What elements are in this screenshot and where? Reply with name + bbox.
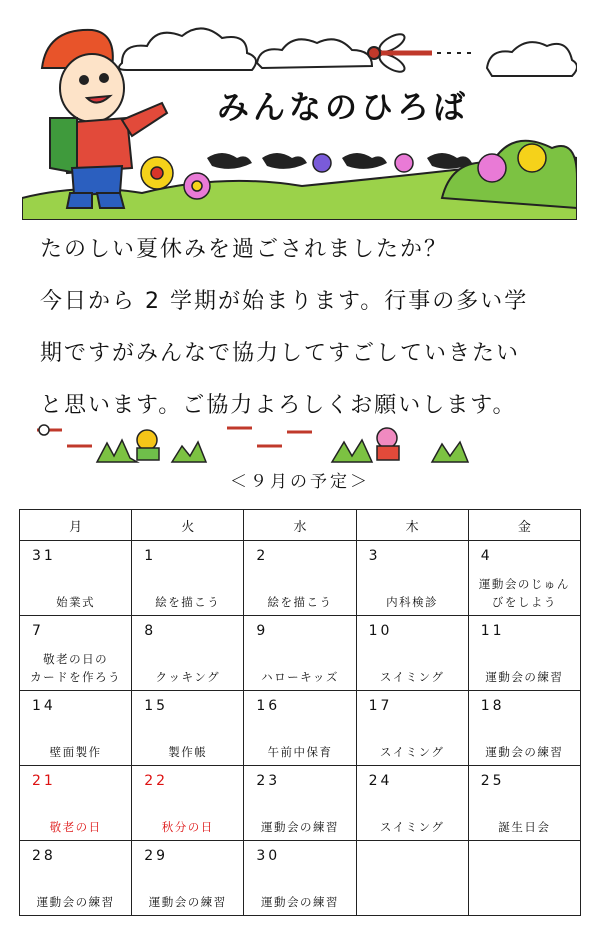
calendar-day-cell bbox=[468, 616, 580, 691]
day-number: 11 bbox=[480, 623, 505, 639]
schedule-title: ＜９月の予定＞ bbox=[230, 472, 370, 492]
day-event: 運動会の練習 bbox=[485, 745, 564, 759]
day-number: 31 bbox=[32, 548, 56, 564]
calendar-day-cell bbox=[356, 616, 468, 691]
day-event: 運動会の練習 bbox=[36, 895, 115, 909]
day-event: 製作帳 bbox=[168, 745, 208, 759]
calendar-day-cell bbox=[244, 766, 356, 841]
day-event: クッキング bbox=[155, 670, 221, 684]
cloud-icon bbox=[119, 28, 256, 70]
day-event: 始業式 bbox=[56, 595, 96, 609]
calendar-week-row bbox=[20, 691, 581, 766]
day-event: スイミング bbox=[379, 670, 445, 684]
bird-icon bbox=[207, 153, 472, 169]
bush-icon bbox=[442, 141, 577, 208]
day-number: 18 bbox=[480, 698, 505, 714]
intro-message bbox=[40, 232, 580, 440]
calendar-day-cell bbox=[356, 691, 468, 766]
calendar-day-cell bbox=[356, 841, 468, 916]
calendar-day-cell bbox=[20, 691, 132, 766]
calendar-day-cell bbox=[20, 766, 132, 841]
day-number: 9 bbox=[256, 623, 269, 639]
day-event: 秋分の日 bbox=[161, 820, 214, 834]
calendar-day-cell bbox=[20, 841, 132, 916]
calendar-day-cell bbox=[356, 541, 468, 616]
calendar-day-cell bbox=[132, 616, 244, 691]
cloud-icon bbox=[257, 39, 372, 68]
day-number: 17 bbox=[368, 698, 393, 714]
day-event: スイミング bbox=[379, 820, 445, 834]
day-event: 運動会の練習 bbox=[260, 895, 339, 909]
day-event: 絵を描こう bbox=[267, 595, 333, 609]
calendar-day-cell bbox=[468, 841, 580, 916]
calendar-day-cell bbox=[244, 841, 356, 916]
dragonfly-icon bbox=[368, 31, 472, 75]
day-event: 壁面製作 bbox=[49, 745, 102, 759]
day-number: 29 bbox=[144, 848, 169, 864]
weekday-header: 木 bbox=[356, 510, 468, 541]
day-event: 運動会のじゅん びをしよう bbox=[478, 577, 570, 609]
day-event: ハローキッズ bbox=[261, 670, 339, 684]
day-number: 7 bbox=[32, 623, 44, 639]
weekday-header: 火 bbox=[132, 510, 244, 541]
calendar-day-cell bbox=[132, 691, 244, 766]
day-number: 22 bbox=[144, 773, 169, 789]
day-number: 24 bbox=[368, 773, 393, 789]
calendar-day-cell bbox=[244, 616, 356, 691]
calendar-week-row bbox=[20, 841, 581, 916]
day-number: 2 bbox=[256, 548, 269, 564]
weekday-header: 水 bbox=[244, 510, 356, 541]
calendar-day-cell bbox=[20, 616, 132, 691]
calendar-week-row bbox=[20, 541, 581, 616]
day-number: 10 bbox=[368, 623, 393, 639]
intro-line: 期ですがみんなで協力してすごしていきたい bbox=[40, 341, 521, 366]
september-calendar bbox=[19, 509, 581, 916]
banner-illustration bbox=[22, 8, 577, 220]
day-number: 25 bbox=[480, 773, 505, 789]
day-event: 内科検診 bbox=[386, 595, 439, 609]
weekday-header-row bbox=[20, 510, 581, 541]
day-event: 敬老の日の カードを作ろう bbox=[30, 652, 122, 684]
day-event: スイミング bbox=[379, 745, 445, 759]
weekday-header: 金 bbox=[468, 510, 580, 541]
cloud-icon bbox=[487, 42, 577, 76]
calendar-week-row bbox=[20, 766, 581, 841]
decorative-divider bbox=[22, 418, 577, 466]
day-event: 絵を描こう bbox=[155, 595, 221, 609]
calendar-day-cell bbox=[132, 841, 244, 916]
day-event: 誕生日会 bbox=[498, 820, 551, 834]
day-number: 23 bbox=[256, 773, 281, 789]
calendar-day-cell bbox=[468, 766, 580, 841]
calendar-day-cell bbox=[132, 541, 244, 616]
weekday-header: 月 bbox=[20, 510, 132, 541]
calendar-day-cell bbox=[244, 541, 356, 616]
day-event: 運動会の練習 bbox=[260, 820, 339, 834]
calendar-day-cell bbox=[468, 541, 580, 616]
day-number: 16 bbox=[256, 698, 281, 714]
calendar-day-cell bbox=[356, 766, 468, 841]
day-number: 3 bbox=[368, 548, 381, 564]
intro-line: たのしい夏休みを過ごされましたか？ bbox=[40, 237, 449, 262]
day-number: 4 bbox=[480, 548, 493, 564]
calendar-day-cell bbox=[468, 691, 580, 766]
day-event: 午前中保育 bbox=[267, 745, 333, 759]
intro-line: と思います。ご協力よろしくお願いします。 bbox=[40, 393, 517, 418]
day-number: 1 bbox=[144, 548, 157, 564]
intro-line: 今日から 2 学期が始まります。行事の多い学 bbox=[40, 289, 529, 314]
day-number: 21 bbox=[32, 773, 56, 789]
day-number: 14 bbox=[32, 698, 56, 714]
day-number: 8 bbox=[144, 623, 157, 639]
calendar-day-cell bbox=[132, 766, 244, 841]
banner-title: みんなのひろば bbox=[217, 88, 470, 126]
day-event: 運動会の練習 bbox=[485, 670, 564, 684]
day-event: 運動会の練習 bbox=[148, 895, 227, 909]
calendar-week-row bbox=[20, 616, 581, 691]
day-number: 15 bbox=[144, 698, 169, 714]
day-number: 30 bbox=[256, 848, 281, 864]
dragonfly-icon bbox=[37, 425, 312, 446]
day-number: 28 bbox=[32, 848, 56, 864]
day-event: 敬老の日 bbox=[49, 820, 102, 834]
calendar-day-cell bbox=[244, 691, 356, 766]
calendar-day-cell bbox=[20, 541, 132, 616]
